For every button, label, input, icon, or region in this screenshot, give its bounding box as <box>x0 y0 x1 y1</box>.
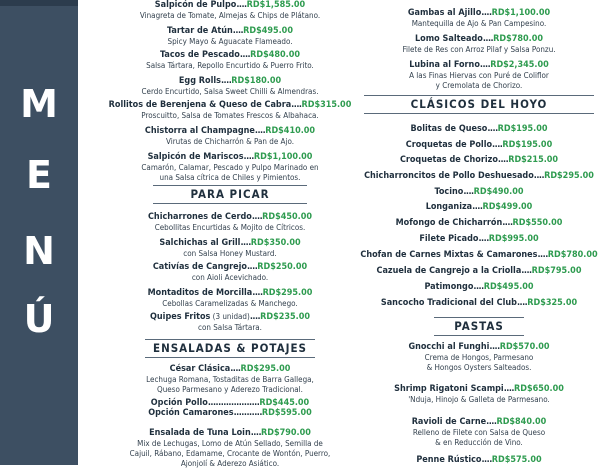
menu-item-name: Ensalada de Tuna Loin <box>149 428 251 438</box>
menu-item-price: RD$995.00 <box>488 234 539 244</box>
menu-item-name: Cazuela de Cangrejo a la Criolla <box>376 266 522 276</box>
menu-item-line <box>95 308 365 323</box>
menu-item-name: Sancocho Tradicional del Club <box>380 298 517 308</box>
menu-item-line <box>95 122 365 137</box>
menu-item-dots: .... <box>220 76 232 86</box>
sidebar-letter-n: N <box>23 229 55 273</box>
menu-item-dots: .... <box>478 234 489 244</box>
menu-item-dots: .... <box>497 155 509 165</box>
menu-item-line <box>95 424 365 439</box>
menu-item-line <box>354 30 604 45</box>
menu-item-filete-picado <box>354 230 604 245</box>
menu-item-price: RD$410.00 <box>265 126 316 136</box>
menu-item-price: RD$180.00 <box>231 76 282 86</box>
section-heading: ENSALADAS & POTAJES <box>153 341 307 355</box>
menu-item-line <box>354 183 604 198</box>
menu-item-description: con Aioli Acevichado. <box>191 273 269 282</box>
menu-item-price: RD$250.00 <box>257 262 308 272</box>
menu-item-name: César Clásica <box>169 364 231 374</box>
menu-item-dots: .... <box>236 0 247 10</box>
menu-item-patimongo <box>354 278 604 293</box>
menu-item-dots: .... <box>516 298 528 308</box>
menu-item-price: RD$795.00 <box>531 266 582 276</box>
menu-item-line <box>354 4 604 19</box>
menu-item-dots: .... <box>533 171 545 181</box>
menu-item-price: RD$595.00 <box>261 408 312 418</box>
menu-item-cativias-de-cangrejo <box>95 258 365 283</box>
sidebar-letter-m: M <box>20 82 58 126</box>
menu-item-egg-rolls <box>95 72 365 97</box>
menu-item-name: Montaditos de Morcilla <box>147 288 253 298</box>
sidebar-letter-u: Ú <box>23 297 55 341</box>
menu-item-dots: .... <box>230 364 241 374</box>
menu-item-description: Queso Parmesano y Aderezo Tradicional. <box>157 385 303 394</box>
menu-item-description: y Cremolata de Chorizo. <box>435 81 523 90</box>
menu-item-price: RD$480.00 <box>250 50 300 60</box>
menu-item-line <box>354 120 604 135</box>
menu-item-description: una Salsa cítrica de Chiles y Pimientos. <box>159 173 301 182</box>
menu-item-name: Bolitas de Queso <box>410 124 488 134</box>
menu-item-salchichas-al-grill <box>95 234 365 259</box>
menu-item-description: Cajuil, Rábano, Edamame, Crocante de Wontón, Puerro, <box>129 449 331 458</box>
menu-item-description: Mix de Lechugas, Lomo de Atún Sellado, Semilla de <box>137 439 323 448</box>
menu-item-price: RD$495.00 <box>243 26 293 36</box>
section-rule-top <box>153 185 307 186</box>
menu-item-description: Salsa Tártara, Repollo Encurtido & Puerro Frito. <box>146 61 314 70</box>
menu-item-description: & Hongos Oysters Salteados. <box>426 363 532 372</box>
menu-item-dots: .... <box>492 140 503 150</box>
section-rule-top <box>434 317 524 318</box>
menu-item-dots: .... <box>254 126 266 136</box>
menu-item-price: RD$490.00 <box>473 187 524 197</box>
menu-item-description: con Salsa Honey Mustard. <box>183 249 277 258</box>
menu-item-gambas-al-ajillo <box>354 4 604 29</box>
menu-item-croquetas-de-chorizo <box>354 151 604 166</box>
menu-item-name: Tocino <box>434 187 464 197</box>
section-rule-bottom <box>145 357 315 358</box>
menu-item-tocino <box>354 183 604 198</box>
menu-item-penne-rustico <box>354 451 604 466</box>
menu-item-dots: .... <box>502 218 513 228</box>
menu-item-description: Filete de Res con Arroz Pilaf y Salsa Ponzu. <box>402 45 556 54</box>
menu-item-description: & en Reducción de Vino. <box>435 438 523 447</box>
menu-item-price: RD$325.00 <box>527 298 578 308</box>
menu-item-description: con Salsa Tártara. <box>198 323 262 332</box>
menu-item-line <box>95 234 365 249</box>
menu-item-lomo-salteado <box>354 30 604 55</box>
menu-item-price: RD$295.00 <box>240 364 291 374</box>
menu-item-description: Cebollitas Encurtidas & Mojito de Cítricos. <box>154 223 306 232</box>
menu-item-dots: .... <box>463 187 474 197</box>
menu-item-name: Rollitos de Berenjena & Queso de Cabra <box>108 100 292 110</box>
menu-item-description: Camarón, Calamar, Pescado y Pulpo Marinado en <box>141 163 319 172</box>
menu-item-line <box>354 230 604 245</box>
menu-item-dots: .... <box>243 152 254 162</box>
menu-item-ravioli-de-carne <box>354 413 604 448</box>
menu-item-line <box>354 278 604 293</box>
menu-item-name: Filete Picado <box>419 234 479 244</box>
menu-item-dots: .... <box>481 455 492 465</box>
menu-item-name: Chofan de Carnes Mixtas & Camarones <box>360 250 538 260</box>
menu-item-montaditos-de-morcilla <box>95 284 365 309</box>
menu-item-croquetas-de-pollo <box>354 136 604 151</box>
menu-item-name: Chicharroncitos de Pollo Deshuesado <box>364 171 534 181</box>
sidebar-top-band <box>0 0 78 6</box>
menu-item-description: Cerdo Encurtido, Salsa Sweet Chilli & Almendras. <box>141 87 319 96</box>
menu-sidebar <box>0 0 78 465</box>
menu-item-dots: .... <box>481 8 492 18</box>
menu-item-chicharrones-de-cerdo <box>95 208 365 233</box>
menu-item-description: Mantequilla de Ajo & Pan Campesino. <box>411 19 547 28</box>
menu-item-description: Virutas de Chicharrón & Pan de Ajo. <box>165 137 295 146</box>
menu-item-dots: .... <box>239 50 251 60</box>
menu-item-line <box>95 96 365 111</box>
menu-item-name: Egg Rolls <box>178 76 221 86</box>
menu-item-name: Tacos de Pescado <box>160 50 240 60</box>
menu-item-dots: .... <box>240 238 251 248</box>
menu-item-dots: .... <box>249 312 261 322</box>
menu-item-bolitas-de-queso <box>354 120 604 135</box>
menu-item-dots: .... <box>232 26 244 36</box>
menu-item-price: RD$780.00 <box>493 34 543 44</box>
menu-item-cesar-clasica <box>95 360 365 395</box>
sidebar-letter-e: E <box>26 153 52 197</box>
menu-item-line <box>354 294 604 309</box>
menu-item-price: RD$790.00 <box>261 428 311 438</box>
menu-item-ensalada-de-tuna-loin <box>95 424 365 469</box>
section-heading: PASTAS <box>454 319 504 333</box>
menu-item-price: RD$1,585.00 <box>246 0 306 10</box>
menu-item-price: RD$215.00 <box>508 155 559 165</box>
menu-item-quipes-fritos <box>95 308 365 333</box>
menu-item-mofongo-de-chicharron <box>354 214 604 229</box>
menu-item-dots: .... <box>473 282 484 292</box>
section-rule-bottom <box>364 113 594 114</box>
menu-item-name: Patimongo <box>424 282 474 292</box>
menu-item-price: RD$195.00 <box>502 140 553 150</box>
menu-item-line <box>95 0 365 11</box>
menu-item-price: RD$650.00 <box>514 384 564 394</box>
menu-item-price: RD$295.00 <box>544 171 594 181</box>
menu-item-dots: .... <box>487 124 498 134</box>
menu-item-dots: .... <box>250 428 262 438</box>
menu-item-dots: .... <box>521 266 532 276</box>
menu-item-dots: .... <box>291 100 302 110</box>
menu-item-description: Relleno de Filete con Salsa de Queso <box>412 428 546 437</box>
menu-item-price: RD$840.00 <box>496 417 547 427</box>
menu-item-dots: .... <box>486 417 497 427</box>
menu-item-line <box>354 151 604 166</box>
menu-item-price: RD$2,345.00 <box>490 60 549 70</box>
menu-item-name: Longaniza <box>425 202 473 212</box>
menu-item-name: Salpicón de Pulpo <box>154 0 237 10</box>
menu-item-price: RD$550.00 <box>512 218 563 228</box>
menu-item-dots: .................... <box>207 398 260 408</box>
menu-item-line <box>95 208 365 223</box>
menu-item-price: RD$499.00 <box>482 202 533 212</box>
menu-item-line <box>354 451 604 466</box>
menu-item-name: Gambas al Ajillo <box>407 8 482 18</box>
menu-item-shrimp-rigatoni-scampi <box>354 380 604 405</box>
menu-item-line <box>354 338 604 353</box>
section-rule-bottom <box>153 203 307 204</box>
menu-item-description: A las Finas Hiervas con Puré de Coliflor <box>409 71 549 80</box>
menu-item-line <box>354 198 604 213</box>
menu-item-dots: .... <box>489 342 500 352</box>
menu-item-price: RD$780.00 <box>547 250 598 260</box>
menu-item-name: Chistorra al Champagne <box>144 126 255 136</box>
menu-item-price: RD$575.00 <box>491 455 542 465</box>
menu-item-cazuela-de-cangrejo-a-la-criolla <box>354 262 604 277</box>
menu-item-name: Croquetas de Pollo <box>405 140 493 150</box>
menu-item-description: Proscuitto, Salsa de Tomates Frescos & Albahaca. <box>141 111 319 120</box>
menu-item-rollitos-de-berenjena-queso-de-cabra <box>95 96 365 121</box>
menu-item-dots: .... <box>472 202 483 212</box>
menu-item-name: Chicharrones de Cerdo <box>147 212 252 222</box>
menu-item-description: Cebollas Caramelizadas & Manchego. <box>162 299 298 308</box>
menu-item-dots: .... <box>482 34 494 44</box>
menu-item-price: RD$445.00 <box>259 398 310 408</box>
menu-item-line <box>95 360 365 375</box>
menu-item-line <box>354 56 604 71</box>
menu-item-price: RD$350.00 <box>250 238 301 248</box>
menu-item-price: RD$1,100.00 <box>491 8 551 18</box>
menu-item-chofan-de-carnes-mixtas-camarones <box>354 246 604 261</box>
menu-item-name: Salchichas al Grill <box>159 238 241 248</box>
menu-item-line <box>95 72 365 87</box>
section-heading: CLÁSICOS DEL HOYO <box>410 97 548 111</box>
menu-item-line <box>95 46 365 61</box>
menu-item-name: Tartar de Atún <box>167 26 233 36</box>
menu-item-dots: .... <box>503 384 515 394</box>
menu-item-description: Lechuga Romana, Tostaditas de Barra Gallega, <box>146 375 314 384</box>
menu-item-price: RD$1,100.00 <box>253 152 313 162</box>
menu-item-name: Mofongo de Chicharrón <box>395 218 503 228</box>
menu-item-salpicon-de-mariscos <box>95 148 365 183</box>
menu-item-description: Vinagreta de Tomate, Almejas & Chips de Plátano. <box>139 11 321 20</box>
menu-item-line <box>95 404 365 419</box>
menu-item-name: Lomo Salteado <box>415 34 483 44</box>
section-rule-top <box>364 95 594 96</box>
menu-item-salpicon-de-pulpo <box>95 0 365 21</box>
menu-item-name: Opción Pollo <box>150 398 208 408</box>
menu-item-longaniza <box>354 198 604 213</box>
menu-item-line <box>354 380 604 395</box>
menu-item-price: RD$295.00 <box>262 288 313 298</box>
menu-item-dots: ........... <box>233 408 262 418</box>
menu-item-description: Ajonjolí & Aderezo Asiático. <box>180 459 280 468</box>
menu-item-tartar-de-atun <box>95 22 365 47</box>
menu-item-name: Opción Camarones <box>148 408 234 418</box>
menu-item-name: Quipes Fritos <box>150 312 211 322</box>
menu-item-gnocchi-al-funghi <box>354 338 604 373</box>
menu-item-price: RD$570.00 <box>499 342 550 352</box>
menu-item-opcion-camarones <box>95 404 365 419</box>
menu-item-name: Ravioli de Carne <box>411 417 487 427</box>
menu-item-name: Gnocchi al Funghi <box>408 342 490 352</box>
menu-item-name: Lubina al Forno <box>409 60 480 70</box>
menu-item-price: RD$450.00 <box>262 212 312 222</box>
menu-item-description: Crema de Hongos, Parmesano <box>424 353 534 362</box>
menu-item-line <box>354 136 604 151</box>
menu-item-dots: .... <box>537 250 548 260</box>
menu-item-line <box>95 22 365 37</box>
menu-item-line <box>354 262 604 277</box>
menu-item-line <box>354 167 604 182</box>
menu-item-price: RD$195.00 <box>497 124 548 134</box>
menu-item-dots: .... <box>251 212 263 222</box>
menu-item-line <box>354 413 604 428</box>
menu-item-dots: .... <box>252 288 263 298</box>
menu-item-name: Salpicón de Mariscos <box>147 152 244 162</box>
menu-item-dots: .... <box>479 60 491 70</box>
menu-item-price: RD$235.00 <box>260 312 310 322</box>
menu-item-price: RD$315.00 <box>301 100 352 110</box>
menu-item-line <box>354 214 604 229</box>
section-rule-bottom <box>434 335 524 336</box>
menu-item-dots: .... <box>246 262 258 272</box>
menu-item-description: 'Nduja, Hinojo & Galleta de Parmesano. <box>408 395 550 404</box>
menu-item-sancocho-tradicional-del-club <box>354 294 604 309</box>
menu-item-note: (3 unidad) <box>210 312 250 321</box>
menu-item-line <box>354 246 604 261</box>
menu-item-tacos-de-pescado <box>95 46 365 71</box>
menu-item-chistorra-al-champagne <box>95 122 365 147</box>
section-heading: PARA PICAR <box>190 187 270 201</box>
menu-item-name: Penne Rústico <box>416 455 482 465</box>
menu-item-line <box>95 284 365 299</box>
menu-item-name: Shrimp Rigatoni Scampi <box>394 384 504 394</box>
menu-item-name: Cativías de Cangrejo <box>152 262 247 272</box>
menu-item-line <box>95 258 365 273</box>
menu-item-chicharroncitos-de-pollo-deshuesado <box>354 167 604 182</box>
menu-item-lubina-al-forno <box>354 56 604 91</box>
menu-item-name: Croquetas de Chorizo <box>399 155 498 165</box>
menu-item-description: Spicy Mayo & Aguacate Flameado. <box>167 37 293 46</box>
menu-item-price: RD$495.00 <box>483 282 534 292</box>
menu-item-line <box>95 148 365 163</box>
section-rule-top <box>145 339 315 340</box>
